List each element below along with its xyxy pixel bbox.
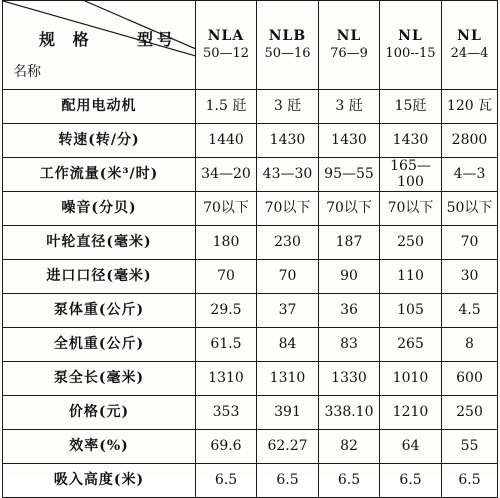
table-row [3, 396, 498, 430]
row-label: 转速(转/分) [3, 124, 196, 158]
table-cell: 1430 [257, 124, 319, 158]
row-label: 泵体重(公斤) [3, 294, 196, 328]
table-cell: 6.5 [196, 464, 257, 498]
table-cell: 55 [442, 430, 498, 464]
table-cell: 70以下 [257, 192, 319, 226]
row-label: 效率(%) [3, 430, 196, 464]
table-cell: 6.5 [442, 464, 498, 498]
table-cell: 165—100 [380, 158, 442, 192]
table-cell: 61.5 [196, 328, 257, 362]
table-cell: 250 [380, 226, 442, 260]
table-cell: 110 [380, 260, 442, 294]
table-cell: 1310 [257, 362, 319, 396]
model-number: 24—4 [450, 45, 489, 61]
table-cell: 95—55 [319, 158, 380, 192]
table-row [3, 90, 498, 124]
row-label: 工作流量(米³/时) [3, 158, 196, 192]
table-cell: 187 [319, 226, 380, 260]
table-cell: 105 [380, 294, 442, 328]
row-label: 泵全长(毫米) [3, 362, 196, 396]
table-row [3, 430, 498, 464]
row-label: 吸入高度(米) [3, 464, 196, 498]
row-label: 全机重(公斤) [3, 328, 196, 362]
model-name: NLA [207, 28, 245, 45]
corner-spec-label: 规 格 [39, 30, 95, 49]
model-name: NL [457, 28, 482, 45]
row-label: 配用电动机 [3, 90, 196, 124]
table-cell: 30 [442, 260, 498, 294]
table-cell: 69.6 [196, 430, 257, 464]
table-cell: 6.5 [319, 464, 380, 498]
table-cell: 70以下 [196, 192, 257, 226]
table-row [3, 226, 498, 260]
table-row [3, 158, 498, 192]
header-row [3, 1, 498, 90]
model-header-cell [319, 1, 380, 90]
table-cell: 43—30 [257, 158, 319, 192]
table-cell: 120 瓦 [442, 90, 498, 124]
model-number: 100--15 [385, 45, 436, 61]
table-cell: 230 [257, 226, 319, 260]
table-cell: 1440 [196, 124, 257, 158]
table-row [3, 328, 498, 362]
table-cell: 4—3 [442, 158, 498, 192]
table-cell: 70以下 [380, 192, 442, 226]
spec-table-body [3, 90, 498, 498]
table-cell: 1430 [380, 124, 442, 158]
table-cell: 70以下 [319, 192, 380, 226]
model-header-cell [196, 1, 257, 90]
table-cell: 37 [257, 294, 319, 328]
model-number: 76—9 [330, 45, 368, 61]
table-cell: 70 [442, 226, 498, 260]
model-header-cell [380, 1, 442, 90]
table-row [3, 362, 498, 396]
table-cell: 180 [196, 226, 257, 260]
table-cell: 338.10 [319, 396, 380, 430]
table-cell: 600 [442, 362, 498, 396]
row-label: 叶轮直径(毫米) [3, 226, 196, 260]
corner-model-label: 型号 [136, 30, 177, 49]
table-cell: 1210 [380, 396, 442, 430]
model-name: NLB [268, 28, 307, 45]
table-cell: 1310 [196, 362, 257, 396]
table-cell: 265 [380, 328, 442, 362]
table-cell: 70 [257, 260, 319, 294]
table-cell: 29.5 [196, 294, 257, 328]
table-cell: 70 [196, 260, 257, 294]
table-row [3, 260, 498, 294]
table-cell: 3 瓩 [319, 90, 380, 124]
table-cell: 15瓩 [380, 90, 442, 124]
table-cell: 391 [257, 396, 319, 430]
row-label: 噪音(分贝) [3, 192, 196, 226]
table-cell: 353 [196, 396, 257, 430]
model-name: NL [398, 28, 423, 45]
table-cell: 90 [319, 260, 380, 294]
table-cell: 2800 [442, 124, 498, 158]
table-cell: 62.27 [257, 430, 319, 464]
model-number: 50—16 [264, 45, 311, 61]
table-cell: 1430 [319, 124, 380, 158]
table-cell: 82 [319, 430, 380, 464]
table-cell: 84 [257, 328, 319, 362]
row-label: 价格(元) [3, 396, 196, 430]
model-name: NL [336, 28, 362, 45]
table-cell: 4.5 [442, 294, 498, 328]
header-corner-cell [3, 1, 196, 90]
model-header-cell [257, 1, 319, 90]
table-row [3, 124, 498, 158]
table-cell: 83 [319, 328, 380, 362]
table-cell: 36 [319, 294, 380, 328]
table-cell: 1010 [380, 362, 442, 396]
pump-spec-table [2, 0, 498, 498]
table-cell: 3 瓩 [257, 90, 319, 124]
table-cell: 6.5 [380, 464, 442, 498]
model-header-cell [442, 1, 498, 90]
table-cell: 1.5 瓩 [196, 90, 257, 124]
table-cell: 64 [380, 430, 442, 464]
table-cell: 1330 [319, 362, 380, 396]
table-row [3, 464, 498, 498]
table-row [3, 294, 498, 328]
table-cell: 250 [442, 396, 498, 430]
table-cell: 34—20 [196, 158, 257, 192]
table-cell: 50以下 [442, 192, 498, 226]
table-cell: 6.5 [257, 464, 319, 498]
row-label: 进口口径(毫米) [3, 260, 196, 294]
table-cell: 8 [442, 328, 498, 362]
table-row [3, 192, 498, 226]
corner-name-label: 名称 [13, 64, 41, 80]
model-number: 50—12 [202, 45, 250, 61]
